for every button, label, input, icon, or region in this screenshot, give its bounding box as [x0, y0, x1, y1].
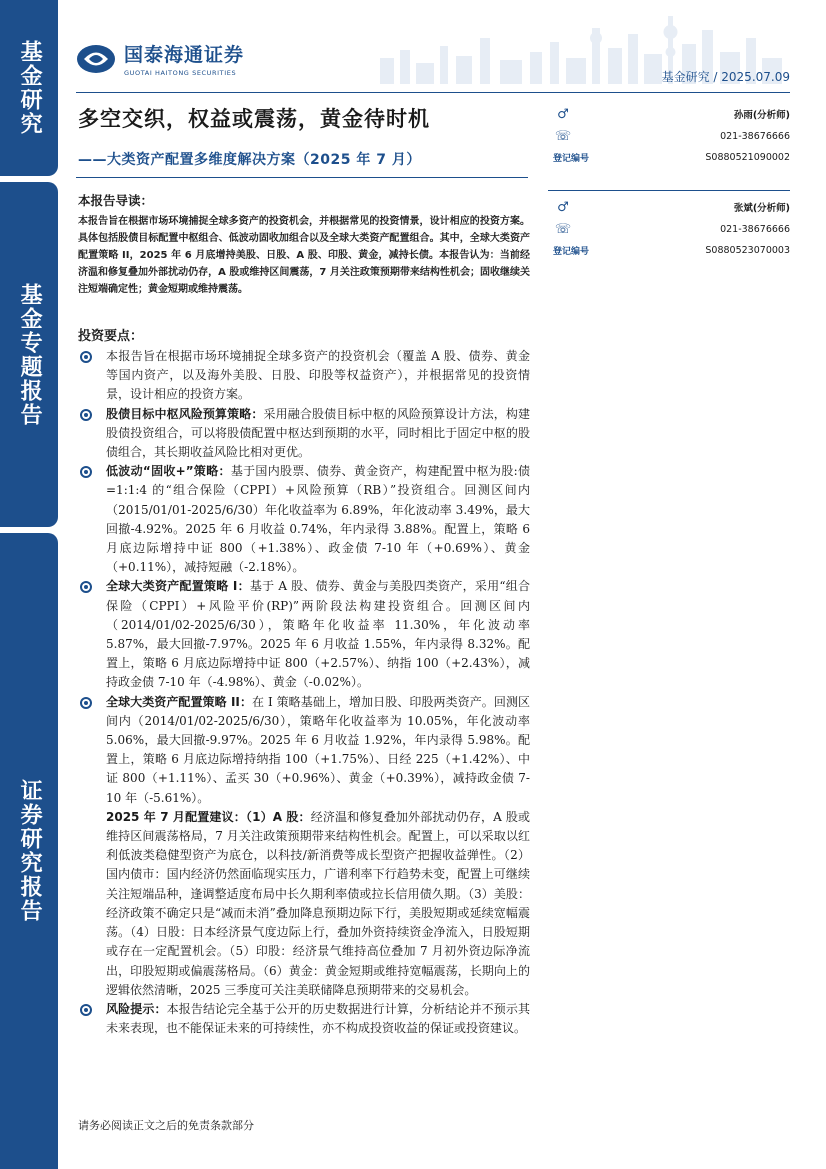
brand-name-en: GUOTAI HAITONG SECURITIES	[124, 69, 237, 77]
guide-body: 本报告旨在根据市场环境捕捉全球多资产的投资机会，并根据常见的投资情景，设计相应的投资方案。具体包括股债目标配置中枢组合、低波动固收加组合以及全球大类资产配置组合。其中，全球大类资产配置策略 II，2025 年 6 月底增持美股、日股、A 股、印股、黄金，减持长债。本报告认为：当前经济温和修复叠加外部扰动仍存，A 股或维持区间震荡，7 月关注政策预期带来结构性机会；固收继续关注短端确定性；黄金短期或维持震荡。	[78, 216, 530, 295]
header-divider	[76, 92, 790, 93]
bullet-text: 采用融合股债目标中枢的风险预算设计方法，构建股债投资组合，可以将股债配置中枢达到预期的水平，同时相比于固定中枢的股债组合，其长期收益风险比相对更优。	[106, 406, 530, 460]
sidebar-label: 基金研究	[17, 40, 43, 136]
bullet-icon	[80, 697, 92, 709]
analyst-name: 张斌(分析师)	[733, 203, 790, 214]
list-item	[78, 462, 530, 577]
bullet-icon	[80, 466, 92, 478]
analyst-card	[548, 190, 790, 278]
disclaimer-footer: 请务必阅读正文之后的免责条款部分	[78, 1119, 254, 1132]
registration-label: 登记编号	[553, 246, 590, 257]
bullet-text: 基于国内股票、债券、黄金资产，构建配置中枢为股:债=1:1:4 的“组合保险（CPPI）+风险预算（RB）”投资组合。回测区间内（2015/01/01-2025/6/30）年化收益率为 6.89%，年化波动率 3.49%，最大回撤-4.92%。2025 年 6 月收益 0.74%，年内录得 3.88%。配置上，策略 6 月底边际增持中证 800（+1.38%）、政金债 7-10 年（+0.69%）、黄金（+0.11%），减持短融（-2.18%）。	[106, 464, 530, 575]
bullet-icon	[80, 1004, 92, 1016]
list-item	[78, 347, 530, 405]
analyst-phone: 021-38676666	[720, 223, 790, 235]
analyst-panel	[548, 100, 790, 278]
sidebar-label: 基金专题报告	[17, 282, 43, 427]
sidebar-block-fund-special-report	[0, 182, 58, 527]
bullet-lead: 股债目标中枢风险预算策略：	[106, 406, 264, 421]
bullet-text: 本报告旨在根据市场环境捕捉全球多资产的投资机会（覆盖 A 股、债券、黄金等国内资产，以及海外美股、日股、印股等权益资产），并根据常见的投资情景，设计相应的投资方案。	[106, 349, 530, 402]
report-category: 基金研究	[661, 70, 710, 84]
bullet-text: 在 I 策略基础上，增加日股、印股两类资产。回测区间内（2014/01/02-2025/6/30），策略年化收益率为 10.05%，年化波动率 5.06%，最大回撤-9.97%。2025 年 6 月收益 1.92%，年内录得 5.98%。配置上，策略 6 月底边际增持纳指 100（+1.75%）、日经 225（+1.42%）、中证 800（+1.11%）、孟买 30（+0.96%）、黄金（+0.39%），减持政金债 7-10 年（-5.61%）。	[106, 694, 531, 805]
brand-logo-mark-icon	[76, 44, 116, 74]
report-subtitle: ——大类资产配置多维度解决方案（2025 年 7 月）	[78, 152, 421, 168]
report-guide	[78, 191, 530, 298]
bullet-icon	[80, 409, 92, 421]
registration-number: S0880523070003	[705, 244, 790, 256]
investment-points-heading: 投资要点：	[78, 329, 144, 344]
phone-icon: ☏	[554, 128, 572, 144]
bullet-lead: 风险提示：	[106, 1001, 167, 1016]
brand-logo	[76, 40, 244, 77]
sidebar-block-fund-research	[0, 0, 58, 176]
list-item	[78, 405, 530, 463]
list-item	[78, 808, 530, 1000]
list-item	[78, 577, 530, 692]
phone-icon: ☏	[554, 221, 572, 237]
report-date: 2025.07.09	[721, 70, 790, 84]
list-item	[78, 693, 530, 808]
bullet-icon	[80, 581, 92, 593]
bullet-icon	[80, 351, 92, 363]
title-divider	[76, 177, 528, 178]
report-title: 多空交织，权益或震荡，黄金待时机	[78, 107, 430, 131]
person-icon: ♂	[557, 106, 569, 122]
analyst-card	[548, 100, 790, 188]
left-sidebar	[0, 0, 58, 1169]
report-meta	[662, 68, 790, 85]
bullet-lead: 全球大类资产配置策略 II：	[106, 694, 253, 709]
registration-label: 登记编号	[553, 153, 590, 164]
meta-separator: /	[713, 70, 718, 84]
bullet-text: 基于 A 股、债券、黄金与美股四类资产，采用“组合保险（CPPI）+风险平价(RP)”两阶段法构建投资组合。回测区间内（2014/01/02-2025/6/30），策略年化收益率 11.30%，年化波动率 5.87%，最大回撤-7.97%。2025 年 6 月收益 1.55%，年内录得 8.32%。配置上，策略 6 月底边际增持中证 800（+2.57%）、纳指 100（+2.43%），减持政金债 7-10 年（-4.98%）、黄金（-0.02%）。	[106, 579, 530, 690]
analyst-phone: 021-38676666	[720, 130, 790, 142]
list-item	[78, 1000, 530, 1038]
bullet-lead: 全球大类资产配置策略 I：	[106, 579, 250, 594]
sidebar-label: 证券研究报告	[17, 779, 43, 923]
registration-number: S0880521090002	[705, 151, 790, 163]
bullet-lead: 低波动“固收+”策略：	[106, 464, 231, 479]
investment-points-list	[78, 347, 530, 1038]
person-icon: ♂	[557, 199, 569, 215]
bullet-text: 经济温和修复叠加外部扰动仍存，A 股或维持区间震荡格局，7 月关注政策预期带来结构性机会。配置上，可以采取以红利低波类稳健型资产为底仓，以科技/新消费等成长型资产把握收益弹性。（2）国内债市：国内经济仍然面临现实压力，广谱利率下行趋势未变，配置上可继续关注短端品种，逢调整适度布局中长久期利率债或拉长信用债久期。（3）美股：经济政策不确定只是“减而未消”叠加降息预期边际下行，美股短期或延续宽幅震荡。（4）日股：日本经济景气度边际上行，叠加外资持续资金净流入，日股短期或存在一定配置机会。（5）印股：经济景气维持高位叠加 7 月初外资边际净流出，印股短期或偏震荡格局。（6）黄金：黄金短期或维持宽幅震荡，长期向上的逻辑依然清晰，2025 三季度可关注美联储降息预期带来的交易机会。	[106, 809, 530, 997]
brand-name-cn: 国泰海通证券	[124, 44, 245, 66]
bullet-text: 本报告结论完全基于公开的历史数据进行计算，分析结论并不预示其未来表现，也不能保证未来的可持续性，亦不构成投资收益的保证或投资建议。	[106, 1001, 530, 1036]
sidebar-block-securities-research-report	[0, 533, 58, 1169]
guide-heading: 本报告导读：	[78, 193, 154, 208]
analyst-name: 孙雨(分析师)	[733, 110, 790, 121]
bullet-lead: 2025 年 7 月配置建议：（1）A 股：	[106, 809, 311, 824]
